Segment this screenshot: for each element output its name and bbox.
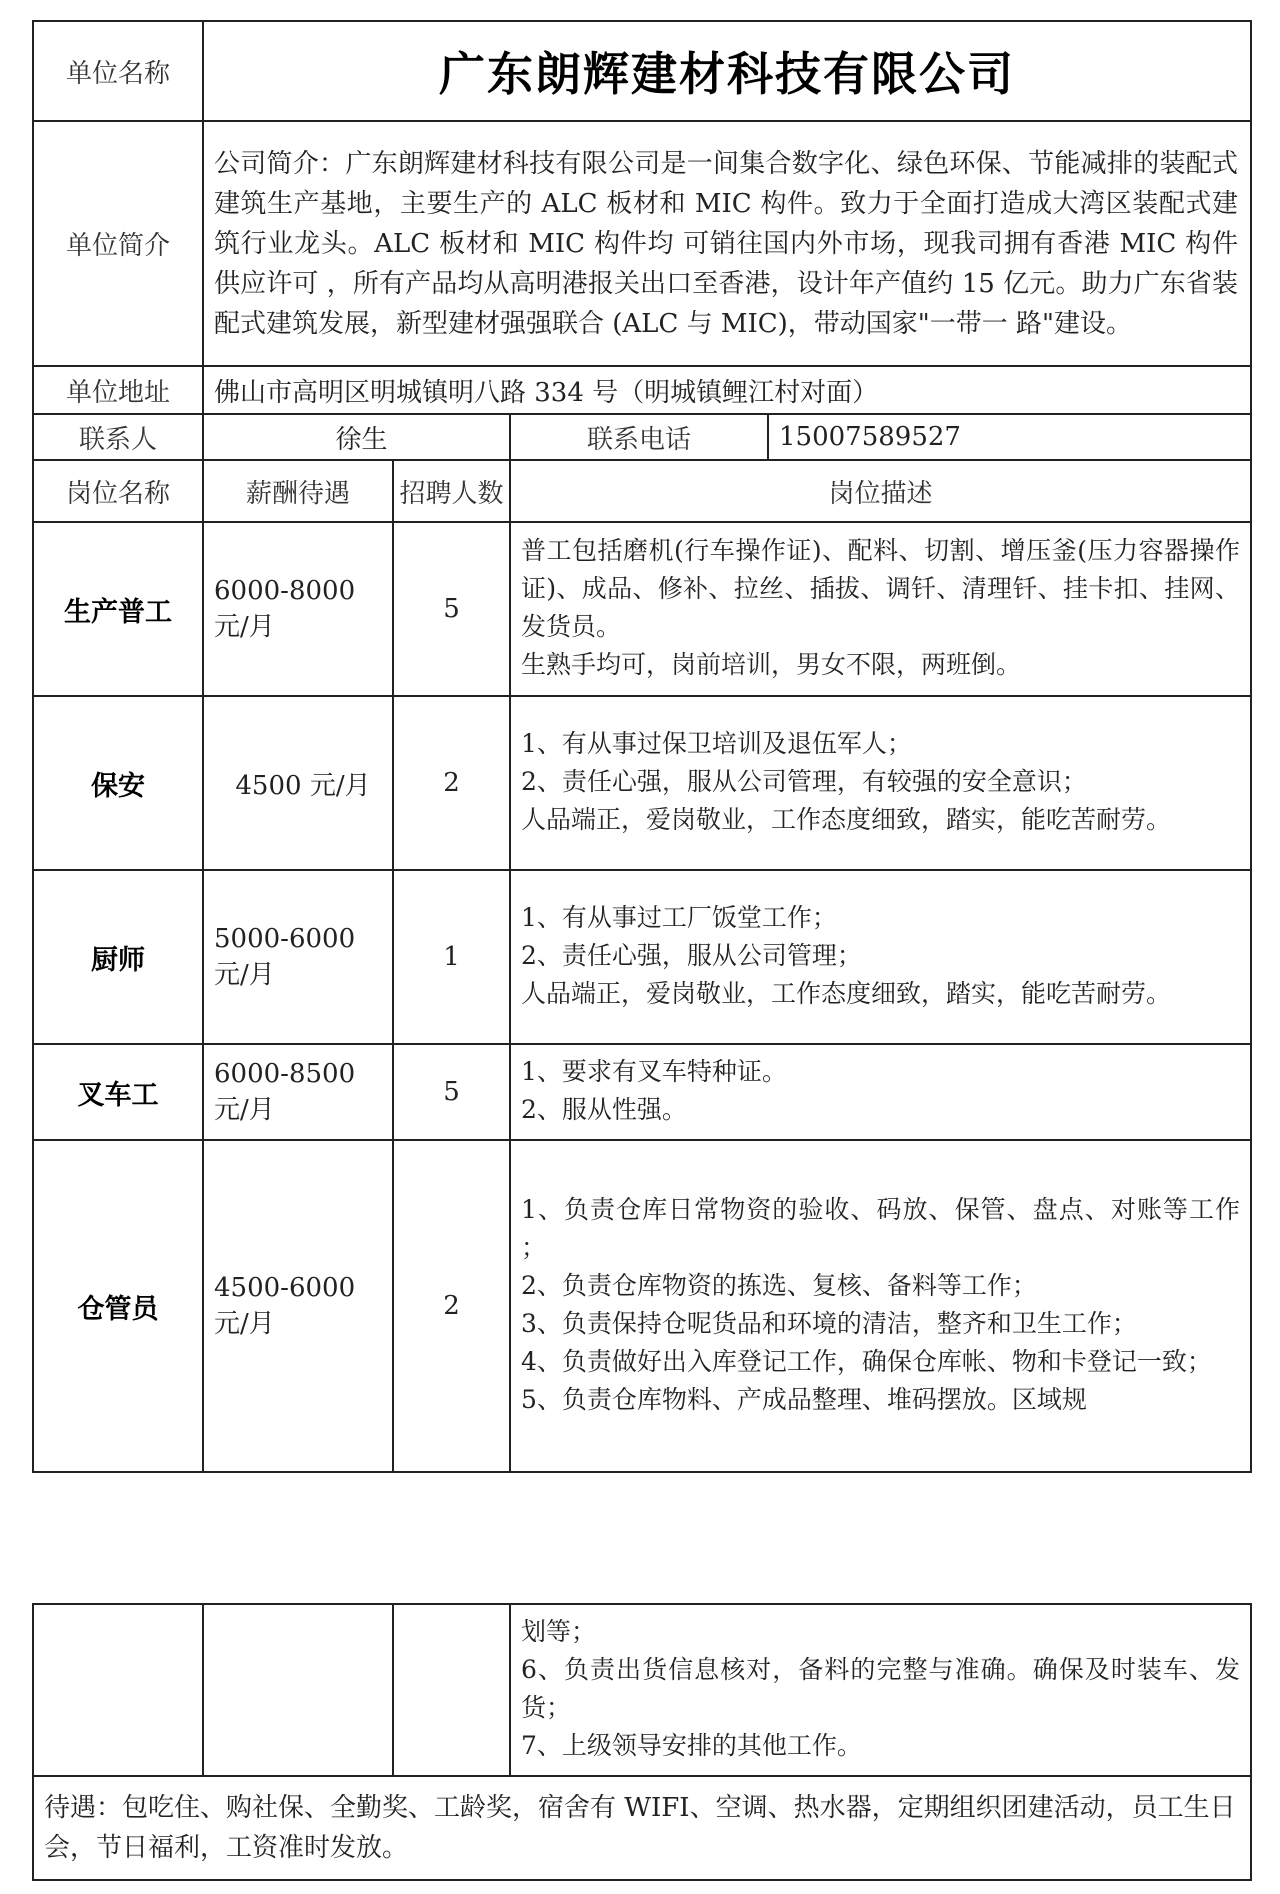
job-description-line: 6、负责出货信息核对，备料的完整与准确。确保及时装车、发货；: [521, 1655, 1240, 1722]
job-title: 保安: [33, 696, 203, 870]
job-description: [510, 522, 1251, 696]
job-count: 5: [393, 1044, 510, 1140]
job-salary: 6000-8500 元/月: [203, 1044, 393, 1140]
job-description: [510, 1044, 1251, 1140]
job-count: 1: [393, 870, 510, 1044]
table-row: [33, 696, 1251, 870]
empty-cell: [33, 1604, 203, 1776]
job-description-line: 1、有从事过工厂饭堂工作；: [521, 903, 837, 932]
job-description: [510, 1140, 1251, 1472]
job-title: 叉车工: [33, 1044, 203, 1140]
job-description-line: 5、负责仓库物料、产成品整理、堆码摆放。区域规: [521, 1385, 1087, 1414]
job-description-line: 2、责任心强，服从公司管理，有较强的安全意识；: [521, 767, 1087, 796]
job-description-line: 生熟手均可，岗前培训，男女不限，两班倒。: [521, 650, 1022, 679]
job-description-line: 3、负责保持仓呢货品和环境的清洁，整齐和卫生工作；: [521, 1309, 1137, 1338]
table-row: [33, 1604, 1251, 1776]
empty-cell: [203, 1604, 393, 1776]
company-name: 广东朗辉建材科技有限公司: [203, 21, 1251, 121]
continuation-table: [32, 1603, 1252, 1881]
recruitment-table: [32, 20, 1252, 1473]
job-description-line: 普工包括磨机(行车操作证)、配料、切割、增压釜(压力容器操作证)、成品、修补、拉丝、插拔、调钎、清理钎、挂卡扣、挂网、发货员。: [521, 536, 1240, 641]
contact-person-value: 徐生: [203, 414, 510, 460]
job-description-line: 7、上级领导安排的其他工作。: [521, 1731, 862, 1760]
table-row: [33, 870, 1251, 1044]
job-count: 2: [393, 696, 510, 870]
job-description-line: 1、有从事过保卫培训及退伍军人；: [521, 729, 912, 758]
job-title: 仓管员: [33, 1140, 203, 1472]
job-salary: 4500 元/月: [203, 696, 393, 870]
job-description-line: 1、负责仓库日常物资的验收、码放、保管、盘点、对账等工作 ；: [521, 1195, 1240, 1262]
job-title: 厨师: [33, 870, 203, 1044]
benefits-text: 待遇：包吃住、购社保、全勤奖、工龄奖，宿舍有 WIFI、空调、热水器，定期组织团建活动，员工生日会，节日福利，工资准时发放。: [33, 1776, 1251, 1880]
job-description-line: 2、负责仓库物资的拣选、复核、备料等工作；: [521, 1271, 1037, 1300]
column-header-description: 岗位描述: [510, 460, 1251, 522]
table-row: [33, 522, 1251, 696]
column-header-job: 岗位名称: [33, 460, 203, 522]
job-count: 5: [393, 522, 510, 696]
job-title: 生产普工: [33, 522, 203, 696]
job-description: [510, 870, 1251, 1044]
job-description-line: 人品端正，爱岗敬业，工作态度细致，踏实，能吃苦耐劳。: [521, 979, 1172, 1008]
job-description-line: 人品端正，爱岗敬业，工作态度细致，踏实，能吃苦耐劳。: [521, 805, 1172, 834]
unit-address-label: 单位地址: [33, 366, 203, 414]
unit-intro-label: 单位简介: [33, 121, 203, 366]
job-description-line: 划等；: [521, 1617, 597, 1646]
job-description-line: 1、要求有叉车特种证。: [521, 1057, 787, 1086]
company-address: 佛山市高明区明城镇明八路 334 号（明城镇鲤江村对面）: [203, 366, 1251, 414]
column-header-salary: 薪酬待遇: [203, 460, 393, 522]
contact-phone-value: 15007589527: [768, 414, 1251, 460]
job-salary: 4500-6000 元/月: [203, 1140, 393, 1472]
job-description: [510, 696, 1251, 870]
job-salary: 6000-8000 元/月: [203, 522, 393, 696]
empty-cell: [393, 1604, 510, 1776]
job-description-continued: [510, 1604, 1251, 1776]
job-description-line: 2、服从性强。: [521, 1095, 687, 1124]
job-description-line: 2、责任心强，服从公司管理；: [521, 941, 862, 970]
column-header-count: 招聘人数: [393, 460, 510, 522]
contact-person-label: 联系人: [33, 414, 203, 460]
company-intro: 公司简介：广东朗辉建材科技有限公司是一间集合数字化、绿色环保、节能减排的装配式建筑生产基地，主要生产的 ALC 板材和 MIC 构件。致力于全面打造成大湾区装配式建筑行业龙头。ALC 板材和 MIC 构件均 可销往国内外市场，现我司拥有香港 MIC 构件供应许可 ，所有产品均从高明港报关出口至香港，设计年产值约 15 亿元。助力广东省装配式建筑发展，新型建材强强联合 (ALC 与 MIC)，带动国家"一带一 路"建设。: [203, 121, 1251, 366]
table-row: [33, 1044, 1251, 1140]
contact-phone-label: 联系电话: [510, 414, 768, 460]
job-description-line: 4、负责做好出入库登记工作，确保仓库帐、物和卡登记一致；: [521, 1347, 1212, 1376]
job-count: 2: [393, 1140, 510, 1472]
table-row: [33, 1140, 1251, 1472]
unit-name-label: 单位名称: [33, 21, 203, 121]
job-salary: 5000-6000 元/月: [203, 870, 393, 1044]
